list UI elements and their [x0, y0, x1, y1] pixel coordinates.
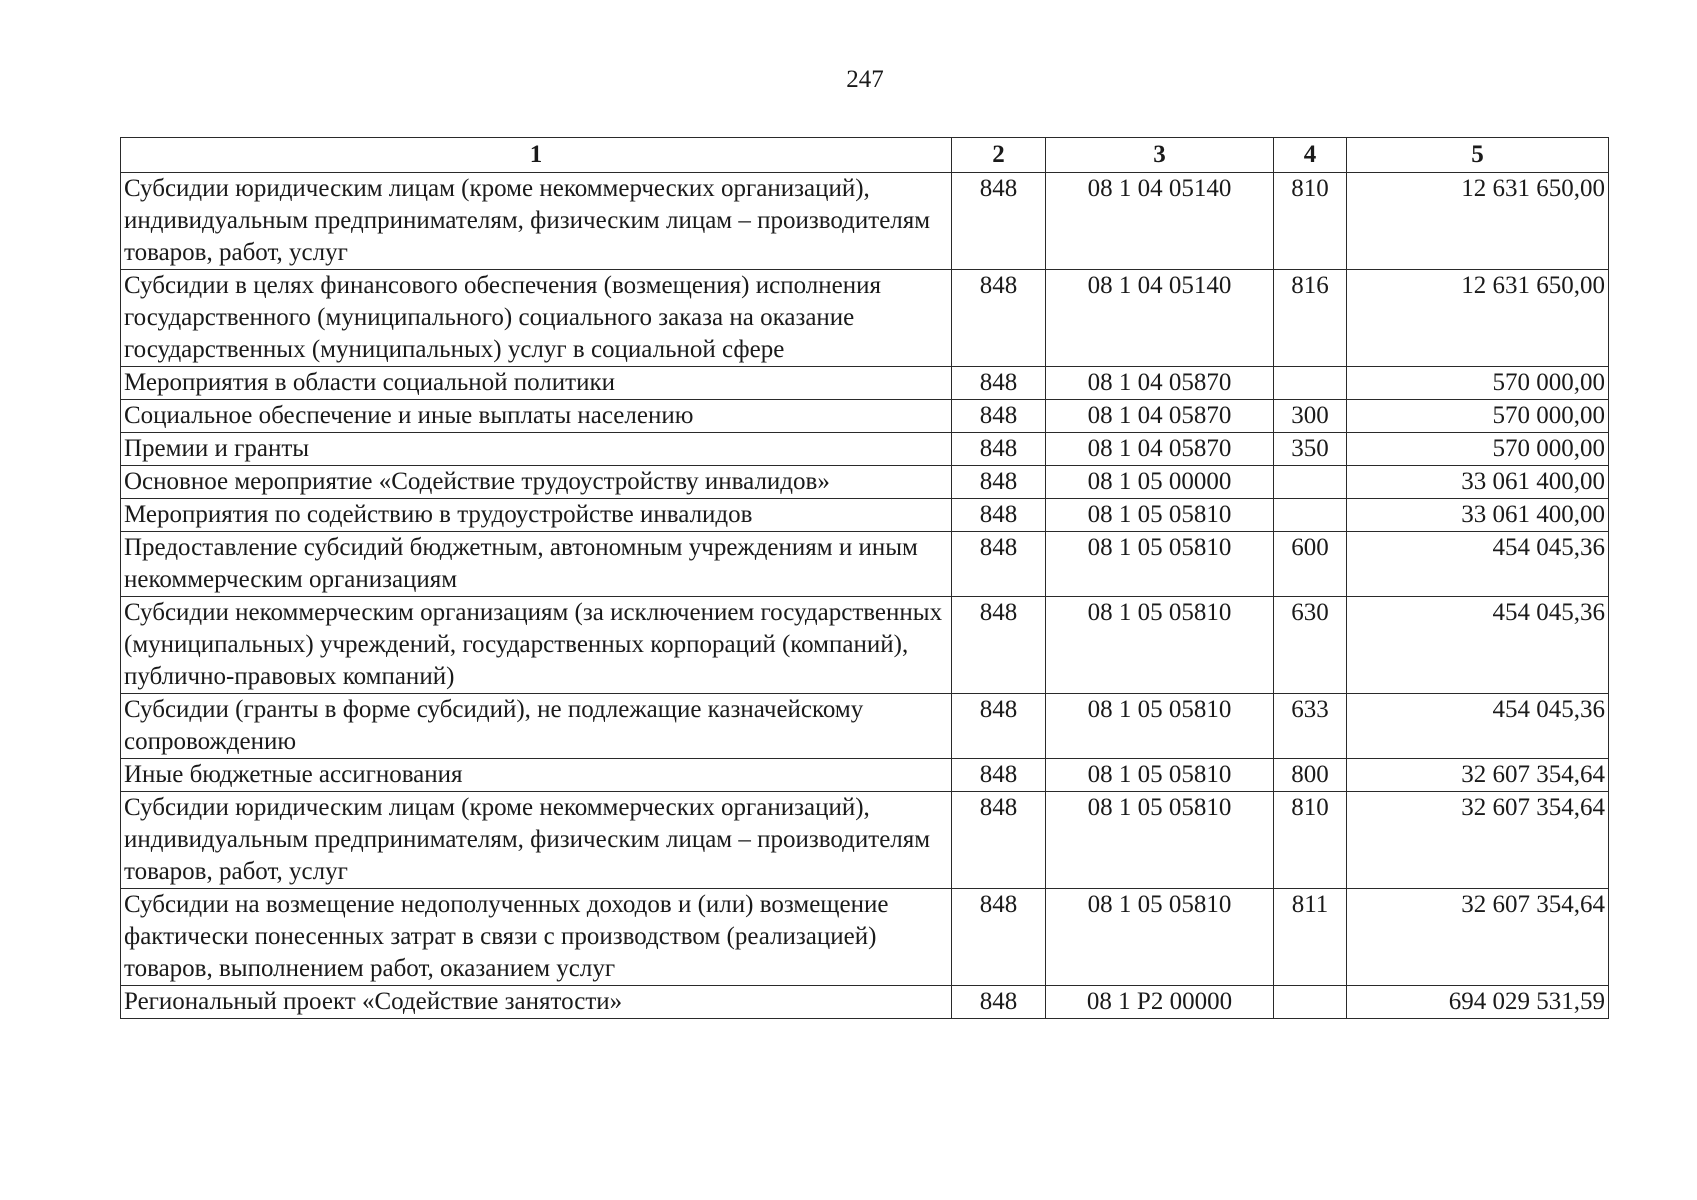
row-name-cell: Субсидии на возмещение недополученных доходов и (или) возмещение фактически понесенных затрат в связи с производством (реализацией) товаров, выполнением работ, оказанием услуг: [121, 889, 952, 986]
row-col3-cell: 08 1 04 05870: [1046, 400, 1274, 433]
header-col-5: 5: [1347, 138, 1609, 173]
row-amount-cell: 570 000,00: [1347, 367, 1609, 400]
row-amount-cell: 694 029 531,59: [1347, 986, 1609, 1019]
row-name-cell: Предоставление субсидий бюджетным, автономным учреждениям и иным некоммерческим организациям: [121, 532, 952, 597]
row-col2-cell: 848: [952, 759, 1046, 792]
table-row: [121, 597, 1609, 694]
row-col2-cell: 848: [952, 400, 1046, 433]
row-name-cell: Основное мероприятие «Содействие трудоустройству инвалидов»: [121, 466, 952, 499]
row-amount-cell: 454 045,36: [1347, 532, 1609, 597]
row-amount-cell: 33 061 400,00: [1347, 466, 1609, 499]
row-amount-cell: 570 000,00: [1347, 400, 1609, 433]
row-name-cell: Субсидии юридическим лицам (кроме некоммерческих организаций), индивидуальным предпринимателям, физическим лицам – производителям товаров, работ, услуг: [121, 173, 952, 270]
row-col3-cell: 08 1 05 05810: [1046, 694, 1274, 759]
table-row: [121, 986, 1609, 1019]
row-col3-cell: 08 1 05 05810: [1046, 792, 1274, 889]
row-col3-cell: 08 1 05 00000: [1046, 466, 1274, 499]
row-name-cell: Субсидии в целях финансового обеспечения (возмещения) исполнения государственного (муниципального) социального заказа на оказание государственных (муниципальных) услуг в социальной сфере: [121, 270, 952, 367]
row-name-cell: Субсидии (гранты в форме субсидий), не подлежащие казначейскому сопровождению: [121, 694, 952, 759]
row-col4-cell: 300: [1274, 400, 1347, 433]
row-col2-cell: 848: [952, 694, 1046, 759]
row-col3-cell: 08 1 04 05870: [1046, 433, 1274, 466]
row-amount-cell: 454 045,36: [1347, 597, 1609, 694]
row-col4-cell: 633: [1274, 694, 1347, 759]
row-amount-cell: 33 061 400,00: [1347, 499, 1609, 532]
table-row: [121, 173, 1609, 270]
row-amount-cell: 12 631 650,00: [1347, 270, 1609, 367]
row-name-cell: Иные бюджетные ассигнования: [121, 759, 952, 792]
row-col4-cell: [1274, 986, 1347, 1019]
table-row: [121, 694, 1609, 759]
row-col4-cell: 350: [1274, 433, 1347, 466]
header-col-3: 3: [1046, 138, 1274, 173]
row-col4-cell: [1274, 466, 1347, 499]
header-col-4: 4: [1274, 138, 1347, 173]
table-row: [121, 367, 1609, 400]
row-col3-cell: 08 1 04 05140: [1046, 173, 1274, 270]
row-col3-cell: 08 1 04 05140: [1046, 270, 1274, 367]
row-amount-cell: 32 607 354,64: [1347, 889, 1609, 986]
row-name-cell: Региональный проект «Содействие занятости»: [121, 986, 952, 1019]
row-col2-cell: 848: [952, 466, 1046, 499]
row-col4-cell: 630: [1274, 597, 1347, 694]
table-row: [121, 466, 1609, 499]
row-amount-cell: 454 045,36: [1347, 694, 1609, 759]
row-col3-cell: 08 1 05 05810: [1046, 532, 1274, 597]
row-col3-cell: 08 1 04 05870: [1046, 367, 1274, 400]
row-col2-cell: 848: [952, 986, 1046, 1019]
table-row: [121, 759, 1609, 792]
row-col3-cell: 08 1 05 05810: [1046, 597, 1274, 694]
row-col2-cell: 848: [952, 597, 1046, 694]
row-name-cell: Субсидии некоммерческим организациям (за исключением государственных (муниципальных) учреждений, государственных корпораций (компаний), публично-правовых компаний): [121, 597, 952, 694]
table-row: [121, 433, 1609, 466]
row-name-cell: Субсидии юридическим лицам (кроме некоммерческих организаций), индивидуальным предпринимателям, физическим лицам – производителям товаров, работ, услуг: [121, 792, 952, 889]
table-row: [121, 889, 1609, 986]
row-col2-cell: 848: [952, 499, 1046, 532]
table-row: [121, 400, 1609, 433]
row-col2-cell: 848: [952, 792, 1046, 889]
row-name-cell: Премии и гранты: [121, 433, 952, 466]
budget-table: [120, 137, 1609, 1019]
row-col4-cell: 810: [1274, 792, 1347, 889]
row-name-cell: Мероприятия в области социальной политики: [121, 367, 952, 400]
row-col3-cell: 08 1 05 05810: [1046, 499, 1274, 532]
table-row: [121, 499, 1609, 532]
header-col-1: 1: [121, 138, 952, 173]
row-col3-cell: 08 1 05 05810: [1046, 759, 1274, 792]
header-col-2: 2: [952, 138, 1046, 173]
row-col4-cell: [1274, 499, 1347, 532]
page-number: 247: [846, 66, 884, 93]
table-row: [121, 792, 1609, 889]
row-col3-cell: 08 1 05 05810: [1046, 889, 1274, 986]
row-col2-cell: 848: [952, 367, 1046, 400]
row-col4-cell: 800: [1274, 759, 1347, 792]
row-col4-cell: 816: [1274, 270, 1347, 367]
table-row: [121, 532, 1609, 597]
row-amount-cell: 12 631 650,00: [1347, 173, 1609, 270]
row-col2-cell: 848: [952, 433, 1046, 466]
row-amount-cell: 32 607 354,64: [1347, 759, 1609, 792]
row-name-cell: Социальное обеспечение и иные выплаты населению: [121, 400, 952, 433]
row-col4-cell: [1274, 367, 1347, 400]
table-row: [121, 270, 1609, 367]
row-amount-cell: 32 607 354,64: [1347, 792, 1609, 889]
row-col2-cell: 848: [952, 889, 1046, 986]
row-col2-cell: 848: [952, 532, 1046, 597]
table-body: [121, 173, 1609, 1019]
row-col4-cell: 810: [1274, 173, 1347, 270]
row-col3-cell: 08 1 Р2 00000: [1046, 986, 1274, 1019]
row-col4-cell: 811: [1274, 889, 1347, 986]
row-col4-cell: 600: [1274, 532, 1347, 597]
row-name-cell: Мероприятия по содействию в трудоустройстве инвалидов: [121, 499, 952, 532]
row-col2-cell: 848: [952, 173, 1046, 270]
row-col2-cell: 848: [952, 270, 1046, 367]
table-header-row: [121, 138, 1609, 173]
row-amount-cell: 570 000,00: [1347, 433, 1609, 466]
